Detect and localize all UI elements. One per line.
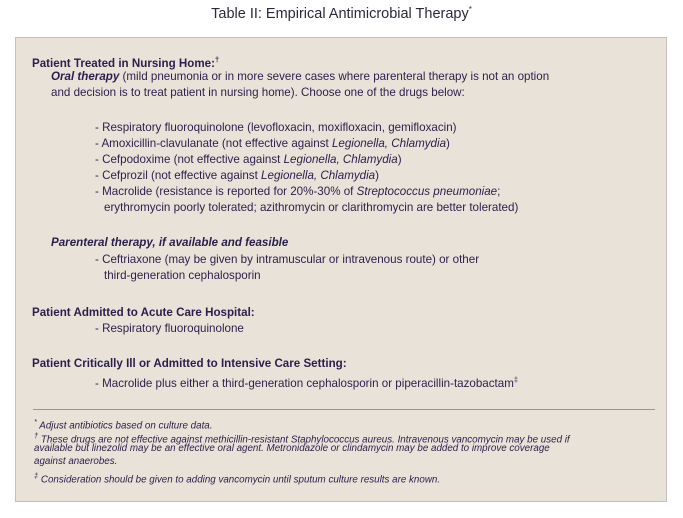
oral-item-cefprozil-organisms: Legionella, Chlamydia <box>261 169 376 182</box>
oral-item-macrolide <box>95 184 500 200</box>
footnote-3 <box>34 469 440 486</box>
nursing-home-heading-mark: † <box>214 55 220 64</box>
oral-item-cefprozil-close: ) <box>375 169 379 182</box>
oral-item-amoxicillin-organisms: Legionella, Chlamydia <box>331 137 447 150</box>
acute-care-item: - Respiratory fluoroquinolone <box>95 322 244 335</box>
title-text: Table II: Empirical Antimicrobial Therapy <box>211 5 469 22</box>
oral-item-macrolide-text: - Macrolide (resistance is reported for 20%-30% of <box>95 185 357 198</box>
oral-item-cefpodoxime-close: ) <box>397 153 402 166</box>
footnote-3-mark: ‡ <box>34 471 39 480</box>
oral-item-cefprozil-text: - Cefprozil (not effective against <box>95 169 262 182</box>
oral-item-cefpodoxime <box>95 152 402 168</box>
acute-care-heading: Patient Admitted to Acute Care Hospital: <box>32 306 255 319</box>
footnote-1-text: Adjust antibiotics based on culture data. <box>36 420 213 432</box>
footnote-3-text: Consideration should be given to adding vancomycin until sputum culture results are known. <box>38 474 441 486</box>
icu-item <box>95 372 518 392</box>
oral-item-macrolide-semicolon: ; <box>497 185 501 198</box>
footnote-2-mark: † <box>34 431 39 440</box>
oral-item-fluoroquinolone: - Respiratory fluoroquinolone (levofloxacin, moxifloxacin, gemifloxacin) <box>95 121 457 134</box>
oral-therapy-line-1 <box>51 69 549 85</box>
footnote-2-line-2: available but linezolid may be an effective oral agent. Metronidazole or clindamycin may be added to improve coverage <box>34 443 550 454</box>
oral-therapy-text-1: (mild pneumonia or in more severe cases where parenteral therapy is not an option <box>119 70 550 83</box>
icu-item-text: - Macrolide plus either a third-generation cephalosporin or piperacillin-tazobactam <box>95 376 514 390</box>
therapy-table-panel <box>15 37 667 502</box>
footnote-1-mark: * <box>34 417 37 426</box>
oral-item-cefprozil <box>95 168 379 184</box>
oral-item-cefpodoxime-organisms: Legionella, Chlamydia <box>283 153 398 166</box>
oral-item-amoxicillin-text: - Amoxicillin-clavulanate (not effective against <box>95 137 332 150</box>
oral-therapy-label: Oral therapy <box>51 70 120 83</box>
oral-item-cefpodoxime-text: - Cefpodoxime (not effective against <box>95 153 284 166</box>
icu-item-mark: ‡ <box>513 375 519 384</box>
oral-therapy-line-2: and decision is to treat patient in nursing home). Choose one of the drugs below: <box>51 86 465 99</box>
nursing-home-heading-text: Patient Treated in Nursing Home: <box>32 56 215 70</box>
parenteral-item-line-1: - Ceftriaxone (may be given by intramuscular or intravenous route) or other <box>95 253 480 266</box>
table-title <box>0 5 683 22</box>
oral-item-amoxicillin <box>95 136 450 152</box>
footnote-divider <box>33 409 655 410</box>
footnote-2-text-1: These drugs are not effective against methicillin-resistant Staphylococcus aureus. Intravenous vancomycin may be used if <box>38 434 570 446</box>
title-footnote-mark: * <box>468 5 472 14</box>
oral-item-macrolide-line-2: erythromycin poorly tolerated; azithromycin or clarithromycin are better tolerated) <box>104 201 519 214</box>
oral-item-amoxicillin-close: ) <box>446 137 450 150</box>
oral-item-macrolide-organism: Streptococcus pneumoniae <box>356 185 498 198</box>
parenteral-therapy-label: Parenteral therapy, if available and feasible <box>51 236 289 249</box>
icu-heading: Patient Critically Ill or Admitted to Intensive Care Setting: <box>32 357 347 370</box>
parenteral-item-line-2: third-generation cephalosporin <box>104 269 261 282</box>
footnote-2-line-3: against anaerobes. <box>34 456 118 467</box>
